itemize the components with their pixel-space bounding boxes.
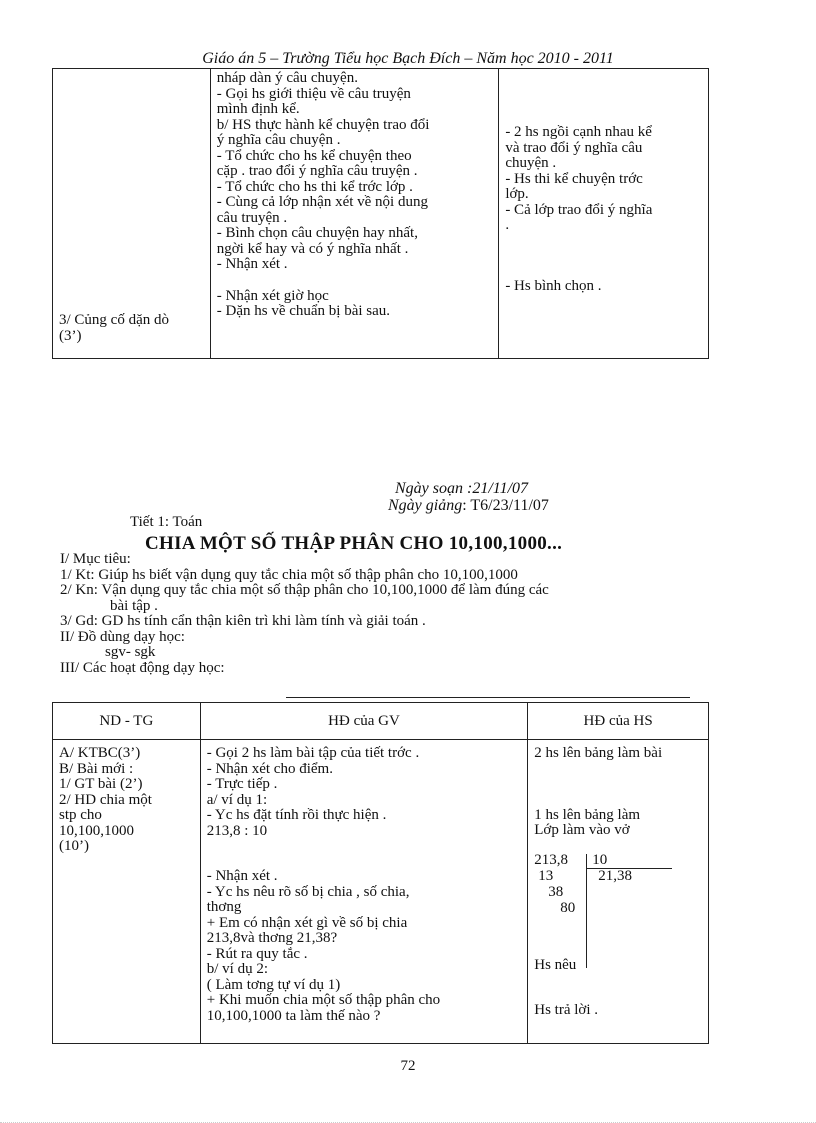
ngay-soan-value: :21/11/07 [463, 480, 529, 497]
t2-col1-line: 1/ GT bài (2’) [59, 776, 143, 792]
t2-col2-line: - Yc hs đặt tính rồi thực hiện . [206, 807, 387, 823]
t2-col2-line: thơng [206, 899, 242, 915]
t1-col3-line: lớp. [505, 186, 529, 202]
t1-col3-line: chuyện . [505, 155, 557, 171]
t1-col1-line: (3’) [59, 327, 82, 344]
activity-table [52, 702, 709, 1044]
t1-col1 [53, 69, 211, 359]
t1-col1-line: 3/ Củng cố dặn dò [59, 312, 169, 328]
t1-col3-line: - Cả lớp trao đổi ý nghĩa [505, 201, 653, 218]
t1-col2-line: - Dặn hs về chuẩn bị bài sau. [216, 303, 391, 319]
division-quotient: 21,38 [598, 867, 632, 884]
t1-col2-line: - Gọi hs giới thiệu về câu truyện [216, 85, 411, 102]
t1-col2-line: - Tổ chức cho hs kể chuyện theo [216, 147, 412, 164]
t1-col2-line: - Nhận xét . [216, 256, 288, 272]
t2-col2-line: - Yc hs nêu rõ số bị chia , số chia, [206, 883, 410, 900]
objective-line: 2/ Kn: Vận dụng quy tắc chia một số thập phân cho 10,100,1000 để làm đúng các [60, 582, 549, 598]
t2-col2-line: - Nhận xét . [206, 868, 278, 884]
objective-line: 3/ Gd: GD hs tính cẩn thận kiên trì khi làm tính và giải toán . [60, 613, 426, 629]
division-dividend: 213,8 [534, 851, 568, 868]
division-divisor: 10 [592, 851, 608, 868]
t2-col1-line: B/ Bài mới : [59, 760, 134, 777]
t1-col3-line: - Hs bình chọn . [505, 277, 602, 294]
lesson-period: Tiết 1: Toán [130, 514, 203, 530]
t2-col3-line: 1 hs lên bảng làm [534, 806, 641, 823]
objective-line: 1/ Kt: Giúp hs biết vận dụng quy tắc chia một số thập phân cho 10,100,1000 [60, 566, 518, 583]
t2-col2-line: 213,8và thơng 21,38? [206, 930, 338, 946]
t2-col2-line: ( Làm tơng tự ví dụ 1) [206, 976, 341, 993]
t2-col2-line: a/ ví dụ 1: [206, 791, 268, 808]
division-step: 80 [560, 899, 576, 916]
t2-col2-line: b/ ví dụ 2: [206, 961, 268, 977]
t1-col2-line: - Nhận xét giờ học [216, 287, 329, 304]
ngay-soan [395, 480, 528, 498]
ngay-giang [388, 497, 549, 515]
t1-col2-line: câu truyện . [216, 209, 288, 226]
ngay-giang-label: Ngày giảng [388, 497, 463, 514]
t1-col3-line: - Hs thi kể chuyện trớc [505, 170, 643, 187]
ngay-soan-label: Ngày soạn [395, 480, 463, 497]
division-step: 38 [548, 883, 564, 900]
t2-col1-line: 2/ HD chia một [59, 791, 152, 808]
ngay-giang-value: : T6/23/11/07 [462, 497, 549, 514]
t1-col2-line: - Bình chọn câu chuyện hay nhất, [216, 225, 418, 241]
t2-col2-line: + Khi muốn chia một số thập phân cho [206, 992, 441, 1008]
t1-col3-line: và trao đổi ý nghĩa câu [505, 139, 643, 156]
t1-col2-line: - Tổ chức cho hs thi kể trớc lớp . [216, 178, 413, 195]
long-division [534, 852, 702, 970]
t1-col2-line: ngời kể hay và có ý nghĩa nhất . [216, 240, 409, 257]
t2-col1-line: 10,100,1000 [59, 822, 134, 839]
divider-line [286, 697, 690, 698]
page-number: 72 [400, 1058, 416, 1074]
header-hd-gv: HĐ của GV [200, 703, 528, 740]
division-step: 13 [538, 867, 554, 884]
objective-line: I/ Mục tiêu: [60, 551, 131, 567]
t1-col2-line: mình định kể. [216, 101, 300, 117]
t2-col2-line: - Rút ra quy tắc . [206, 945, 308, 962]
header-nd-tg: ND - TG [53, 703, 201, 740]
t2-col2-line: - Nhận xét cho điểm. [206, 760, 333, 777]
t2-col1-line: (10’) [59, 838, 89, 854]
t1-col2-line: b/ HS thực hành kể chuyện trao đổi [216, 116, 430, 133]
activity-table-continued [52, 68, 709, 359]
t2-col2-line: 213,8 : 10 [206, 822, 268, 839]
t2-col1-line: stp cho [59, 807, 102, 823]
t2-col2-line: - Trực tiếp . [206, 776, 278, 792]
t2-col2-line: - Gọi 2 hs làm bài tập của tiết trớc . [206, 745, 420, 761]
t1-col2 [210, 69, 499, 359]
page-header: Giáo án 5 – Trường Tiểu học Bạch Đích – Năm học 2010 - 2011 [202, 50, 614, 67]
division-vertical-bar [586, 854, 587, 968]
objective-line: bài tập . [110, 597, 158, 614]
t1-col2-line: - Cùng cả lớp nhận xét về nội dung [216, 194, 428, 210]
header-hd-hs: HĐ của HS [528, 703, 709, 740]
t2-col2 [200, 740, 528, 1044]
objective-line: II/ Đồ dùng dạy học: [60, 628, 185, 645]
t1-col3 [499, 69, 709, 359]
t1-col3-line: - 2 hs ngồi cạnh nhau kể [505, 124, 652, 140]
lesson-title: CHIA MỘT SỐ THẬP PHÂN CHO 10,100,1000... [145, 533, 563, 554]
t2-col1 [53, 740, 201, 1044]
objective-line: III/ Các hoạt động dạy học: [60, 659, 225, 676]
t2-col3-line: Hs trả lời . [534, 1002, 598, 1018]
t2-col1-line: A/ KTBC(3’) [59, 745, 141, 761]
t2-col2-line: + Em có nhận xét gì về số bị chia [206, 914, 408, 931]
t2-col2-line: 10,100,1000 ta làm thế nào ? [206, 1007, 381, 1024]
t1-col3-line: . [505, 217, 510, 233]
t2-col3 [528, 740, 709, 1044]
t2-col3-line: Lớp làm vào vở [534, 822, 630, 838]
t2-col3-line: Hs nêu [534, 956, 577, 973]
t1-col2-line: ý nghĩa câu chuyện . [216, 132, 341, 148]
t1-col2-line: cặp . trao đổi ý nghĩa câu truyện . [216, 163, 418, 179]
t1-col2-line: nháp dàn ý câu chuyện. [216, 70, 358, 86]
t2-col3-line: 2 hs lên bảng làm bài [534, 745, 663, 761]
objective-line: sgv- sgk [105, 644, 156, 660]
lesson-objectives [60, 552, 549, 676]
